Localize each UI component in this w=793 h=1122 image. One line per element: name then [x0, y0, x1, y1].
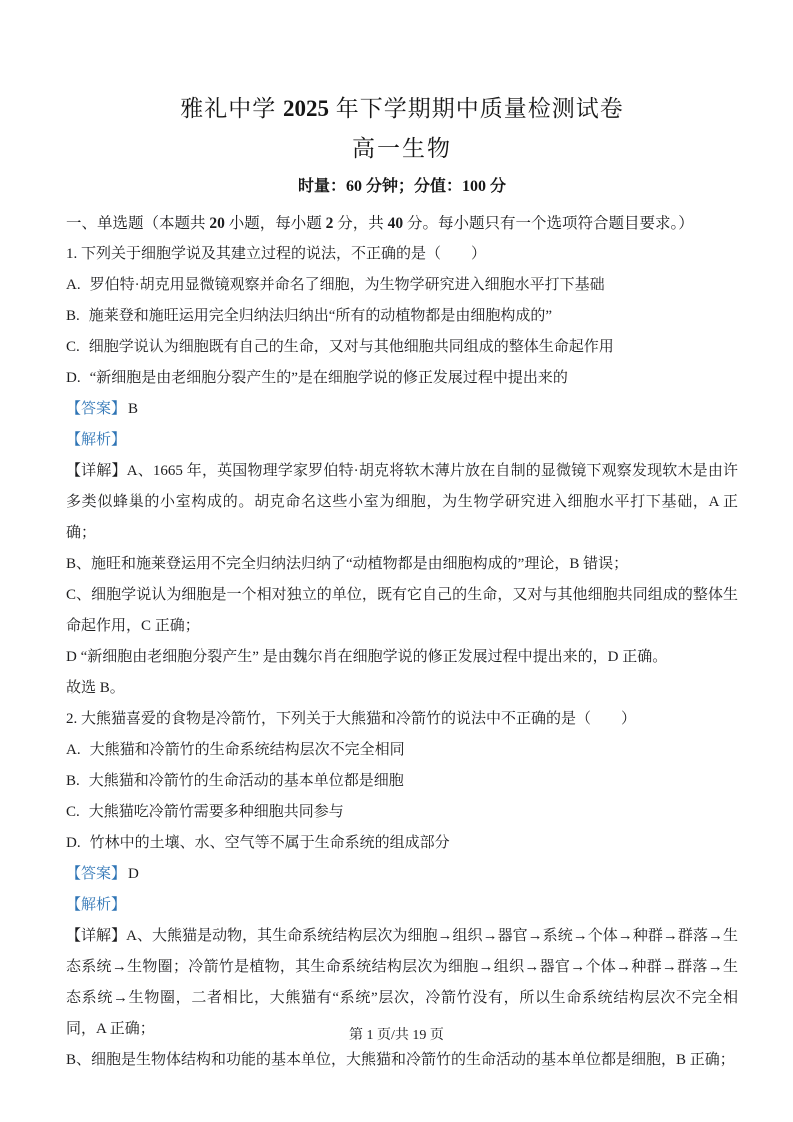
question-1-explanation-b: B、施旺和施莱登运用不完全归纳法归纳了“动植物都是由细胞构成的”理论，B 错误；: [66, 556, 629, 572]
meta-mid: 分钟；分值：: [361, 178, 462, 195]
exam-meta: [66, 176, 738, 198]
question-2-explanation-b: B、细胞是生物体结构和功能的基本单位，大熊猫和冷箭竹的生命活动的基本单位都是细胞，B 正确；: [66, 1052, 735, 1068]
question-2-option-a: [66, 735, 738, 766]
question-1-answer: B: [128, 401, 139, 417]
question-1-explanation-c: C、细胞学说认为细胞是一个相对独立的单位，既有它自己的生命，又对与其他细胞共同组成的整体生命起作用，C 正确；: [66, 587, 738, 634]
page-number: 第 1 页/共 19 页: [349, 1028, 444, 1043]
answer-label: 【答案】: [66, 866, 127, 882]
question-1-option-c: [66, 332, 738, 363]
question-2-option-c: [66, 797, 738, 828]
option-letter: C.: [66, 804, 80, 820]
option-letter: A.: [66, 742, 81, 758]
option-text: 大熊猫和冷箭竹的生命系统结构层次不完全相同: [89, 742, 405, 758]
question-1-analysis-line: [66, 425, 738, 456]
section-text: 分，共: [333, 215, 388, 232]
question-1-option-d: [66, 363, 738, 394]
option-letter: A.: [66, 277, 81, 293]
page-title-year: 2025: [283, 96, 329, 121]
question-2-option-d: [66, 828, 738, 859]
question-1-option-a: [66, 270, 738, 301]
analysis-label: 【解析】: [66, 432, 127, 448]
analysis-label: 【解析】: [66, 897, 127, 913]
question-1-conclusion: 故选 B。: [66, 680, 125, 696]
meta-duration-value: 60: [345, 178, 362, 195]
option-text: “新细胞是由老细胞分裂产生的”是在细胞学说的修正发展过程中提出来的: [89, 370, 568, 386]
question-1-answer-line: [66, 394, 738, 425]
section-text: 小题，每小题: [224, 215, 326, 232]
option-letter: B.: [66, 773, 80, 789]
option-letter: D.: [66, 370, 81, 386]
option-letter: C.: [66, 339, 80, 355]
question-2-explanation-a: 【详解】A、大熊猫是动物，其生命系统结构层次为细胞→组织→器官→系统→个体→种群→群落→生态系统→生物圈；冷箭竹是植物，其生命系统结构层次为细胞→组织→器官→个体→种群→群落→生态系统→生物圈，二者相比，大熊猫有“系统”层次，冷箭竹没有，所以生命系统结构层次不完全相同，A 正确；: [66, 928, 738, 1037]
question-2-analysis-line: [66, 890, 738, 921]
option-letter: D.: [66, 835, 81, 851]
answer-label: 【答案】: [66, 401, 127, 417]
question-2-answer-line: [66, 859, 738, 890]
page-title: [66, 94, 738, 124]
page-title-suffix: 年下学期期中质量检测试卷: [329, 96, 624, 121]
option-text: 大熊猫和冷箭竹的生命活动的基本单位都是细胞: [88, 773, 404, 789]
section-question-count: 20: [209, 215, 225, 232]
question-2-answer: D: [128, 866, 139, 882]
section-text: 分。每小题只有一个选项符合题目要求。）: [403, 215, 694, 232]
section-text: 一、单选题（本题共: [66, 215, 210, 232]
section-points-per: 2: [325, 215, 334, 232]
option-letter: B.: [66, 308, 80, 324]
page-title-prefix: 雅礼中学: [180, 96, 283, 121]
question-1-explanation-d: D “新细胞由老细胞分裂产生” 是由魏尔肖在细胞学说的修正发展过程中提出来的，D 正确。: [66, 649, 668, 665]
option-text: 细胞学说认为细胞既有自己的生命，又对与其他细胞共同组成的整体生命起作用: [88, 339, 614, 355]
meta-duration-label: 时量：: [297, 178, 346, 195]
page-subtitle: 高一生物: [352, 136, 452, 161]
question-1-option-b: [66, 301, 738, 332]
option-text: 施莱登和施旺运用完全归纳法归纳出“所有的动植物都是由细胞构成的”: [88, 308, 553, 324]
option-text: 竹林中的土壤、水、空气等不属于生命系统的组成部分: [89, 835, 450, 851]
option-text: 罗伯特·胡克用显微镜观察并命名了细胞，为生物学研究进入细胞水平打下基础: [89, 277, 605, 293]
section-points-total: 40: [387, 215, 404, 232]
question-1-stem: 1. 下列关于细胞学说及其建立过程的说法，不正确的是（ ）: [66, 246, 487, 262]
question-2-stem: 2. 大熊猫喜爱的食物是冷箭竹，下列关于大熊猫和冷箭竹的说法中不正确的是（ ）: [66, 711, 637, 727]
meta-unit: 分: [486, 178, 507, 195]
option-text: 大熊猫吃冷箭竹需要多种细胞共同参与: [88, 804, 344, 820]
meta-score-value: 100: [462, 178, 486, 195]
question-1-explanation-a: 【详解】A、1665 年，英国物理学家罗伯特·胡克将软木薄片放在自制的显微镜下观察发现软木是由许多类似蜂巢的小室构成的。胡克命名这些小室为细胞，为生物学研究进入细胞水平打下基础，A 正确；: [66, 463, 738, 541]
section-heading: [66, 208, 738, 239]
question-2-option-b: [66, 766, 738, 797]
